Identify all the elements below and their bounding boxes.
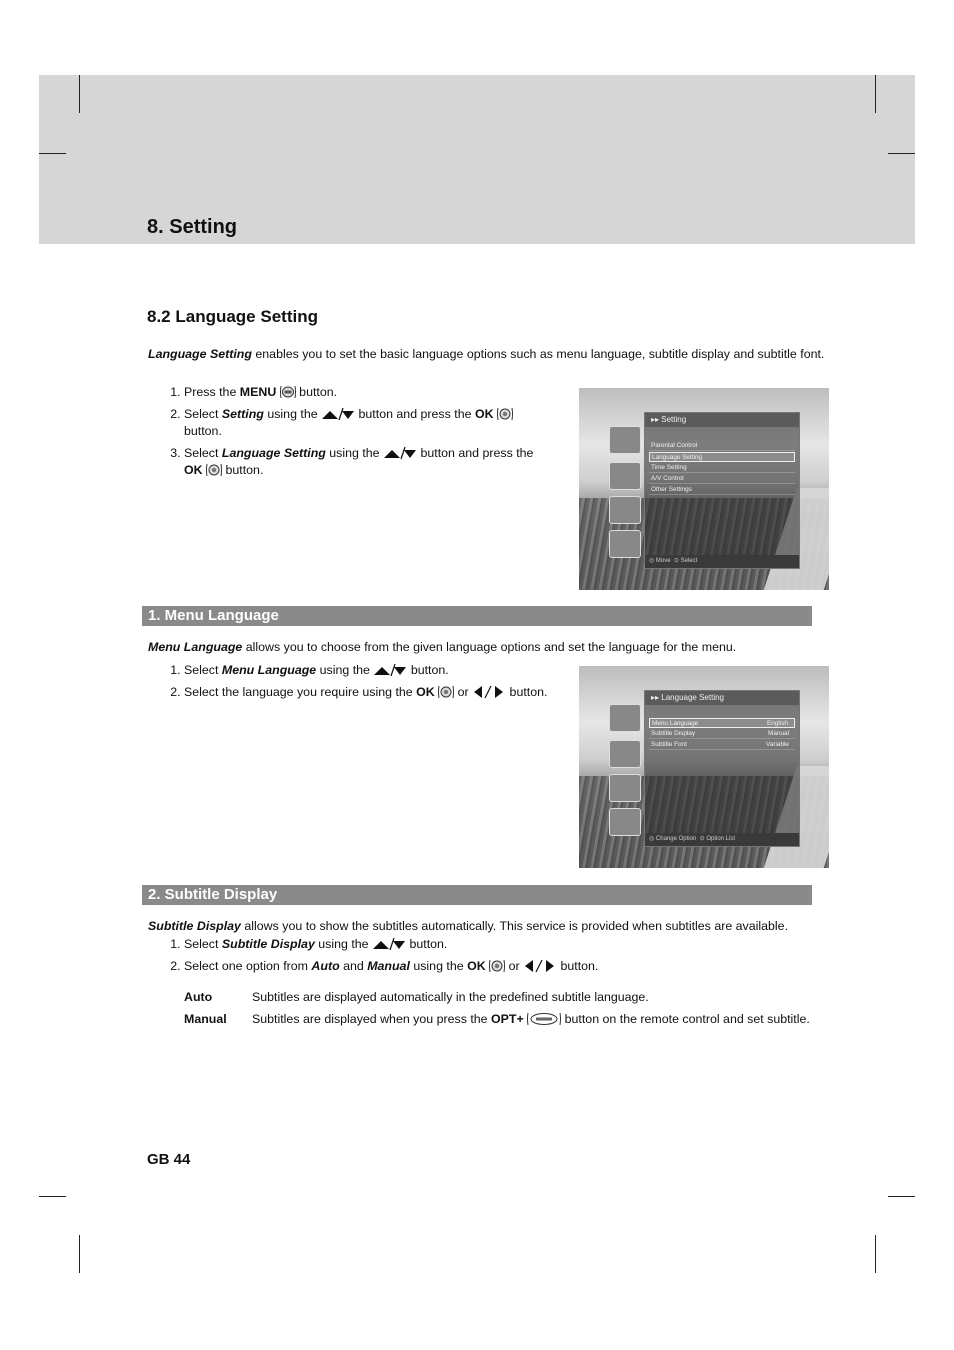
crop-mark [39,1196,66,1197]
installation-menu-icon [609,462,641,490]
panel-footer: ◎ Move ⊙ Select [645,555,799,568]
section-title: 8.2 Language Setting [147,307,318,326]
menu-item: Subtitle Font Variable [649,740,795,750]
crop-mark [888,1196,915,1197]
crop-mark [875,1235,876,1273]
ok-button-icon [489,959,505,973]
option-description: Subtitles are displayed automatically in the predefined subtitle language. [252,990,649,1004]
step-3: 3. Select Language Setting using the button and press the OK button. [184,445,584,479]
option-manual [184,1012,834,1034]
intro-term: Language Setting [148,347,252,361]
steps-menu-language [148,662,604,706]
setting-menu-icon [609,426,641,454]
step-2: 2. Select the language you require using the OK or button. [184,684,604,701]
setting-panel [644,412,800,569]
menu-item-selected: Menu Language English [649,718,795,728]
ok-button-icon [438,685,454,699]
intro-text: enables you to set the basic language options such as menu language, subtitle display and subtitle font. [251,347,825,361]
tools-menu-icon [609,530,641,558]
left-right-arrow-icon [523,959,557,973]
tv-menu-icon [609,774,641,802]
language-setting-panel [644,690,800,847]
crop-mark [79,75,80,113]
up-down-arrow-icon [373,663,407,677]
tv-screenshot-language-setting [579,666,829,868]
opt-plus-button-icon [527,1012,561,1026]
menu-item: Time Setting [649,463,795,473]
page-number: GB 44 [147,1151,191,1168]
crop-mark [39,153,66,154]
subsection-bar-menu-language: 1. Menu Language [142,606,812,626]
installation-menu-icon [609,740,641,768]
option-term: Manual [184,1012,227,1026]
panel-footer: ◎ Change Option ⊙ Option List [645,833,799,846]
tools-menu-icon [609,808,641,836]
option-auto [184,990,834,1012]
up-down-arrow-icon [372,937,406,951]
steps-subtitle-display [148,936,834,980]
option-term: Auto [184,990,213,1004]
ok-button-icon [206,463,222,477]
left-right-arrow-icon [472,685,506,699]
ok-button-icon [497,407,513,421]
subtitle-display-paragraph: Subtitle Display allows you to show the subtitles automatically. This service is provided when subtitles are available. [148,919,789,933]
panel-header: ▸▸ Language Setting [645,691,799,705]
step-1: 1. Select Menu Language using the button. [184,662,604,679]
menu-language-paragraph: Menu Language allows you to choose from the given language options and set the language for the menu. [148,640,737,654]
panel-header: ▸▸ Setting [645,413,799,427]
option-description: Subtitles are displayed when you press the OPT+ button on the remote control and set subtitle. [252,1012,810,1026]
up-down-arrow-icon [321,407,355,421]
intro-paragraph [148,347,828,362]
setting-menu-icon [609,704,641,732]
crop-mark [888,153,915,154]
up-down-arrow-icon [383,446,417,460]
menu-item: A/V Control [649,474,795,484]
menu-item: Subtitle Display Manual [649,729,795,739]
menu-item: Parental Control [649,441,795,451]
step-1: 1. Select Subtitle Display using the button. [184,936,834,953]
step-2: 2. Select Setting using the button and press the OK button. [184,406,584,440]
menu-item: Other Settings [649,485,795,495]
step-1: 1. Press the MENU button. [184,384,584,401]
step-2: 2. Select one option from Auto and Manual using the OK or button. [184,958,834,975]
crop-mark [79,1235,80,1273]
page-title: 8. Setting [147,216,238,238]
crop-mark [875,75,876,113]
menu-item-selected: Language Setting [649,452,795,462]
menu-button-icon [280,385,296,399]
tv-screenshot-setting-menu [579,388,829,590]
steps-language-setting [148,384,584,484]
tv-menu-icon [609,496,641,524]
subtitle-options-list [184,990,834,1034]
subsection-bar-subtitle-display: 2. Subtitle Display [142,885,812,905]
